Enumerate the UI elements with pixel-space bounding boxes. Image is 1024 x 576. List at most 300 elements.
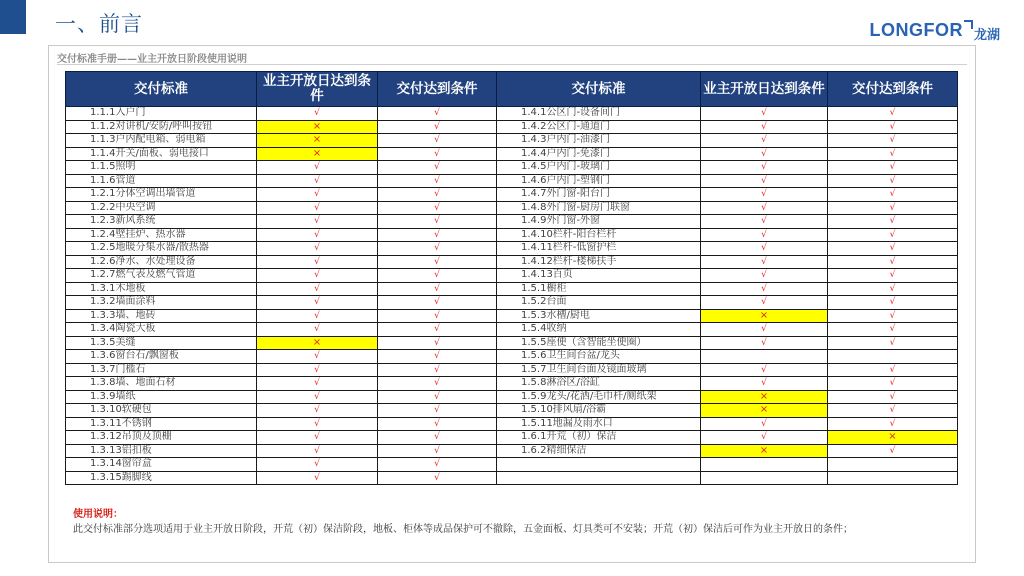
check-mark-icon: √ bbox=[434, 418, 440, 429]
open-day-status-cell bbox=[257, 255, 378, 269]
check-mark-icon: √ bbox=[314, 391, 320, 402]
table-row bbox=[66, 134, 497, 148]
standard-item-name: 1.3.14窗帘盒 bbox=[66, 458, 257, 472]
standard-item-name: 1.5.1橱柜 bbox=[497, 282, 701, 296]
table-row bbox=[497, 134, 958, 148]
open-day-status-cell bbox=[701, 147, 828, 161]
open-day-status-cell bbox=[701, 174, 828, 188]
open-day-status-cell bbox=[257, 147, 378, 161]
table-row bbox=[66, 336, 497, 350]
table-row bbox=[66, 201, 497, 215]
check-mark-icon: √ bbox=[761, 270, 767, 281]
check-mark-icon: √ bbox=[434, 459, 440, 470]
delivery-status-cell bbox=[378, 147, 497, 161]
header-open-day-condition: 业主开放日达到条件 bbox=[257, 72, 378, 107]
delivery-status-cell bbox=[378, 350, 497, 364]
standard-item-name: 1.3.10软硬包 bbox=[66, 404, 257, 418]
check-mark-icon: √ bbox=[761, 256, 767, 267]
header-delivery-condition: 交付达到条件 bbox=[378, 72, 497, 107]
delivery-status-cell bbox=[828, 363, 958, 377]
delivery-status-cell bbox=[828, 336, 958, 350]
check-mark-icon: √ bbox=[889, 324, 896, 335]
delivery-status-cell bbox=[378, 309, 497, 323]
standards-table-right bbox=[496, 71, 958, 485]
check-mark-icon: √ bbox=[761, 175, 767, 186]
delivery-status-cell bbox=[378, 282, 497, 296]
check-mark-icon: √ bbox=[889, 229, 896, 240]
check-mark-icon: √ bbox=[761, 162, 767, 173]
delivery-status-cell bbox=[828, 417, 958, 431]
delivery-status-cell bbox=[378, 323, 497, 337]
standard-item-name: 1.3.4陶瓷大板 bbox=[66, 323, 257, 337]
check-mark-icon: √ bbox=[761, 337, 767, 348]
table-row bbox=[497, 161, 958, 175]
check-mark-icon: √ bbox=[434, 472, 440, 483]
check-mark-icon: √ bbox=[314, 418, 320, 429]
check-mark-icon: √ bbox=[314, 283, 320, 294]
standard-item-name: 1.2.3新风系统 bbox=[66, 215, 257, 229]
check-mark-icon: √ bbox=[314, 405, 320, 416]
table-row bbox=[66, 431, 497, 445]
table-row bbox=[66, 390, 497, 404]
open-day-status-cell bbox=[257, 444, 378, 458]
open-day-status-cell bbox=[257, 336, 378, 350]
check-mark-icon: √ bbox=[889, 310, 896, 321]
check-mark-icon: √ bbox=[434, 297, 440, 308]
standard-item-name: 1.4.2公区门-通道门 bbox=[497, 120, 701, 134]
standard-item-name: 1.5.8淋浴区/浴缸 bbox=[497, 377, 701, 391]
table-row bbox=[497, 323, 958, 337]
open-day-status-cell bbox=[701, 161, 828, 175]
check-mark-icon: √ bbox=[314, 229, 320, 240]
check-mark-icon: √ bbox=[434, 108, 440, 119]
standard-item-name: 1.4.6户内门-塑钢门 bbox=[497, 174, 701, 188]
delivery-status-cell bbox=[828, 215, 958, 229]
standard-item-name: 1.1.5照明 bbox=[66, 161, 257, 175]
check-mark-icon: √ bbox=[761, 229, 767, 240]
table-row bbox=[497, 255, 958, 269]
check-mark-icon: √ bbox=[889, 256, 896, 267]
standard-item-name: 1.1.4开关/面板、弱电接口 bbox=[66, 147, 257, 161]
delivery-status-cell bbox=[378, 201, 497, 215]
standard-item-name: 1.3.1木地板 bbox=[66, 282, 257, 296]
check-mark-icon: √ bbox=[761, 432, 767, 443]
open-day-status-cell bbox=[701, 282, 828, 296]
table-row bbox=[66, 296, 497, 310]
standard-item-name: 1.2.5地暖分集水器/散热器 bbox=[66, 242, 257, 256]
delivery-status-cell bbox=[378, 377, 497, 391]
open-day-status-cell bbox=[257, 282, 378, 296]
delivery-status-cell bbox=[828, 147, 958, 161]
delivery-status-cell bbox=[828, 296, 958, 310]
usage-notes-text: 此交付标准部分选项适用于业主开放日阶段，开荒（初）保洁阶段，地板、柜体等成品保护可不撤除，五金面板、灯具类可不安装；开荒（初）保洁后可作为业主开放日的条件； bbox=[73, 524, 853, 535]
standard-item-name: 1.3.9墙纸 bbox=[66, 390, 257, 404]
delivery-status-cell bbox=[378, 120, 497, 134]
check-mark-icon: √ bbox=[761, 189, 767, 200]
table-body-left bbox=[66, 107, 497, 485]
cross-mark-icon: × bbox=[759, 390, 769, 402]
open-day-status-cell bbox=[257, 242, 378, 256]
delivery-status-cell bbox=[828, 228, 958, 242]
check-mark-icon: √ bbox=[434, 189, 440, 200]
delivery-status-cell bbox=[378, 255, 497, 269]
standard-item-name: 1.6.2精细保洁 bbox=[497, 444, 701, 458]
check-mark-icon: √ bbox=[889, 337, 896, 348]
open-day-status-cell bbox=[701, 323, 828, 337]
usage-notes-title: 使用说明： bbox=[73, 509, 123, 520]
table-row bbox=[497, 282, 958, 296]
check-mark-icon: √ bbox=[761, 418, 767, 429]
table-row bbox=[66, 404, 497, 418]
table-row bbox=[497, 296, 958, 310]
check-mark-icon: √ bbox=[889, 135, 896, 146]
table-row bbox=[66, 377, 497, 391]
open-day-status-cell bbox=[257, 201, 378, 215]
standard-item-name: 1.4.7外门窗-阳台门 bbox=[497, 188, 701, 202]
standard-item-name: 1.4.11栏杆-低窗护栏 bbox=[497, 242, 701, 256]
check-mark-icon: √ bbox=[761, 148, 767, 159]
delivery-status-cell bbox=[828, 174, 958, 188]
standard-item-name: 1.5.2台面 bbox=[497, 296, 701, 310]
table-row bbox=[66, 417, 497, 431]
table-row bbox=[497, 404, 958, 418]
table-row bbox=[66, 107, 497, 121]
check-mark-icon: √ bbox=[889, 216, 896, 227]
check-mark-icon: √ bbox=[889, 270, 896, 281]
open-day-status-cell bbox=[257, 120, 378, 134]
open-day-status-cell bbox=[257, 269, 378, 283]
table-row bbox=[497, 458, 958, 472]
header-standard: 交付标准 bbox=[66, 72, 257, 107]
table-row bbox=[497, 431, 958, 445]
delivery-status-cell bbox=[378, 215, 497, 229]
check-mark-icon: √ bbox=[314, 162, 320, 173]
standard-item-name: 1.5.6卫生间台盆/龙头 bbox=[497, 350, 701, 364]
table-row bbox=[497, 336, 958, 350]
check-mark-icon: √ bbox=[889, 378, 896, 389]
open-day-status-cell bbox=[257, 471, 378, 485]
open-day-status-cell bbox=[701, 242, 828, 256]
check-mark-icon: √ bbox=[434, 283, 440, 294]
check-mark-icon: √ bbox=[889, 418, 896, 429]
open-day-status-cell bbox=[701, 350, 828, 364]
delivery-status-cell bbox=[828, 471, 958, 485]
check-mark-icon: √ bbox=[889, 162, 896, 173]
open-day-status-cell bbox=[701, 471, 828, 485]
check-mark-icon: √ bbox=[889, 445, 896, 456]
cross-mark-icon: × bbox=[888, 431, 897, 443]
logo-text-cn: 龙湖 bbox=[973, 28, 1000, 43]
check-mark-icon: √ bbox=[761, 202, 767, 213]
open-day-status-cell bbox=[701, 417, 828, 431]
check-mark-icon: √ bbox=[434, 310, 440, 321]
standard-item-name: 1.3.13铝扣板 bbox=[66, 444, 257, 458]
open-day-status-cell bbox=[701, 458, 828, 472]
check-mark-icon: √ bbox=[314, 445, 320, 456]
delivery-status-cell bbox=[828, 269, 958, 283]
check-mark-icon: √ bbox=[761, 283, 767, 294]
check-mark-icon: √ bbox=[761, 324, 767, 335]
open-day-status-cell bbox=[701, 309, 828, 323]
delivery-status-cell bbox=[378, 471, 497, 485]
delivery-status-cell bbox=[378, 161, 497, 175]
delivery-status-cell bbox=[828, 161, 958, 175]
check-mark-icon: √ bbox=[434, 364, 440, 375]
cross-mark-icon: × bbox=[759, 309, 769, 321]
open-day-status-cell bbox=[701, 228, 828, 242]
delivery-status-cell bbox=[828, 458, 958, 472]
check-mark-icon: √ bbox=[761, 378, 767, 389]
table-row bbox=[497, 201, 958, 215]
standard-item-name: 1.3.3墙、地砖 bbox=[66, 309, 257, 323]
delivery-status-cell bbox=[828, 390, 958, 404]
open-day-status-cell bbox=[701, 215, 828, 229]
open-day-status-cell bbox=[701, 363, 828, 377]
standard-item-name: 1.1.2对讲机/安防/呼叫按钮 bbox=[66, 120, 257, 134]
open-day-status-cell bbox=[257, 309, 378, 323]
open-day-status-cell bbox=[257, 458, 378, 472]
standards-table-left bbox=[65, 71, 497, 485]
check-mark-icon: √ bbox=[314, 256, 320, 267]
table-row bbox=[497, 390, 958, 404]
standard-item-name: 1.3.5美缝 bbox=[66, 336, 257, 350]
table-row bbox=[66, 363, 497, 377]
open-day-status-cell bbox=[701, 431, 828, 445]
open-day-status-cell bbox=[701, 188, 828, 202]
check-mark-icon: √ bbox=[314, 364, 320, 375]
standard-item-name: 1.2.6净水、水处理设备 bbox=[66, 255, 257, 269]
table-body-right bbox=[497, 107, 958, 485]
open-day-status-cell bbox=[257, 377, 378, 391]
standard-item-name: 1.5.11地漏及雨水口 bbox=[497, 417, 701, 431]
open-day-status-cell bbox=[701, 120, 828, 134]
delivery-status-cell bbox=[828, 323, 958, 337]
check-mark-icon: √ bbox=[314, 216, 320, 227]
delivery-status-cell bbox=[378, 296, 497, 310]
table-row bbox=[497, 147, 958, 161]
cross-mark-icon: × bbox=[312, 147, 322, 159]
standard-item-name: 1.3.15踢脚线 bbox=[66, 471, 257, 485]
table-row bbox=[66, 215, 497, 229]
table-row bbox=[497, 350, 958, 364]
delivery-status-cell bbox=[378, 431, 497, 445]
cross-mark-icon: × bbox=[759, 404, 769, 416]
check-mark-icon: √ bbox=[434, 256, 440, 267]
open-day-status-cell bbox=[257, 296, 378, 310]
standard-item-name: 1.1.6管道 bbox=[66, 174, 257, 188]
check-mark-icon: √ bbox=[889, 148, 896, 159]
delivery-status-cell bbox=[828, 377, 958, 391]
standard-item-name: 1.3.12吊顶及顶棚 bbox=[66, 431, 257, 445]
open-day-status-cell bbox=[257, 215, 378, 229]
delivery-status-cell bbox=[378, 269, 497, 283]
delivery-status-cell bbox=[828, 309, 958, 323]
table-row bbox=[66, 471, 497, 485]
header-standard: 交付标准 bbox=[497, 72, 701, 107]
table-row bbox=[497, 444, 958, 458]
table-row bbox=[66, 188, 497, 202]
delivery-status-cell bbox=[828, 431, 958, 445]
check-mark-icon: √ bbox=[434, 148, 440, 159]
table-row bbox=[497, 417, 958, 431]
standard-item-name: 1.1.1入户门 bbox=[66, 107, 257, 121]
table-row bbox=[66, 444, 497, 458]
standard-item-name: 1.4.12栏杆-楼梯扶手 bbox=[497, 255, 701, 269]
standard-item-name: 1.3.11不锈钢 bbox=[66, 417, 257, 431]
open-day-status-cell bbox=[701, 269, 828, 283]
check-mark-icon: √ bbox=[761, 364, 767, 375]
standard-item-name: 1.6.1开荒（初）保洁 bbox=[497, 431, 701, 445]
standard-item-name: 1.5.9龙头/花洒/毛巾杆/厕纸架 bbox=[497, 390, 701, 404]
page-title: 一、前言 bbox=[55, 12, 143, 36]
check-mark-icon: √ bbox=[434, 175, 440, 186]
check-mark-icon: √ bbox=[434, 445, 440, 456]
delivery-status-cell bbox=[828, 201, 958, 215]
table-row bbox=[497, 377, 958, 391]
cross-mark-icon: × bbox=[759, 444, 769, 456]
delivery-status-cell bbox=[378, 242, 497, 256]
check-mark-icon: √ bbox=[889, 175, 896, 186]
standard-item-name: 1.4.4户内门-免漆门 bbox=[497, 147, 701, 161]
delivery-status-cell bbox=[378, 390, 497, 404]
delivery-status-cell bbox=[378, 107, 497, 121]
open-day-status-cell bbox=[701, 255, 828, 269]
table-row bbox=[497, 107, 958, 121]
standard-item-name: 1.4.5户内门-玻璃门 bbox=[497, 161, 701, 175]
standard-item-name: 1.5.7卫生间台面及镜面玻璃 bbox=[497, 363, 701, 377]
check-mark-icon: √ bbox=[314, 324, 320, 335]
check-mark-icon: √ bbox=[314, 378, 320, 389]
check-mark-icon: √ bbox=[761, 216, 767, 227]
open-day-status-cell bbox=[257, 417, 378, 431]
check-mark-icon: √ bbox=[434, 378, 440, 389]
table-row bbox=[66, 228, 497, 242]
check-mark-icon: √ bbox=[434, 405, 440, 416]
table-row bbox=[66, 147, 497, 161]
check-mark-icon: √ bbox=[889, 297, 896, 308]
check-mark-icon: √ bbox=[434, 391, 440, 402]
delivery-status-cell bbox=[378, 336, 497, 350]
check-mark-icon: √ bbox=[314, 432, 320, 443]
table-row bbox=[66, 350, 497, 364]
check-mark-icon: √ bbox=[889, 391, 896, 402]
check-mark-icon: √ bbox=[434, 432, 440, 443]
table-row bbox=[66, 323, 497, 337]
open-day-status-cell bbox=[701, 201, 828, 215]
standard-item-name: 1.3.6窗台石/飘窗板 bbox=[66, 350, 257, 364]
delivery-status-cell bbox=[378, 444, 497, 458]
header-delivery-condition: 交付达到条件 bbox=[828, 72, 958, 107]
check-mark-icon: √ bbox=[314, 459, 320, 470]
standard-item-name: 1.4.10栏杆-阳台栏杆 bbox=[497, 228, 701, 242]
table-row bbox=[497, 471, 958, 485]
table-row bbox=[497, 228, 958, 242]
check-mark-icon: √ bbox=[434, 229, 440, 240]
open-day-status-cell bbox=[257, 107, 378, 121]
open-day-status-cell bbox=[701, 107, 828, 121]
title-accent-block bbox=[0, 0, 26, 34]
check-mark-icon: √ bbox=[761, 297, 767, 308]
standard-item-name: 1.1.3户内配电箱、弱电箱 bbox=[66, 134, 257, 148]
table-row bbox=[66, 174, 497, 188]
check-mark-icon: √ bbox=[889, 283, 896, 294]
delivery-status-cell bbox=[378, 174, 497, 188]
check-mark-icon: √ bbox=[314, 189, 320, 200]
table-row bbox=[66, 458, 497, 472]
delivery-status-cell bbox=[828, 282, 958, 296]
delivery-status-cell bbox=[828, 107, 958, 121]
open-day-status-cell bbox=[257, 431, 378, 445]
check-mark-icon: √ bbox=[889, 243, 896, 254]
check-mark-icon: √ bbox=[434, 162, 440, 173]
standard-item-name: 1.5.4收纳 bbox=[497, 323, 701, 337]
open-day-status-cell bbox=[257, 390, 378, 404]
standard-item-name: 1.5.10排风扇/浴霸 bbox=[497, 404, 701, 418]
standard-item-name: 1.4.13百页 bbox=[497, 269, 701, 283]
table-row bbox=[497, 188, 958, 202]
standard-item-name: 1.2.4壁挂炉、热水器 bbox=[66, 228, 257, 242]
check-mark-icon: √ bbox=[314, 175, 320, 186]
check-mark-icon: √ bbox=[434, 351, 440, 362]
delivery-status-cell bbox=[828, 134, 958, 148]
table-row bbox=[66, 120, 497, 134]
open-day-status-cell bbox=[257, 134, 378, 148]
check-mark-icon: √ bbox=[889, 364, 896, 375]
table-row bbox=[66, 255, 497, 269]
table-header-row bbox=[66, 72, 497, 107]
delivery-status-cell bbox=[828, 242, 958, 256]
table-row bbox=[66, 161, 497, 175]
check-mark-icon: √ bbox=[761, 135, 767, 146]
check-mark-icon: √ bbox=[761, 243, 767, 254]
open-day-status-cell bbox=[257, 188, 378, 202]
open-day-status-cell bbox=[257, 174, 378, 188]
open-day-status-cell bbox=[701, 296, 828, 310]
check-mark-icon: √ bbox=[434, 324, 440, 335]
check-mark-icon: √ bbox=[889, 108, 896, 119]
check-mark-icon: √ bbox=[434, 337, 440, 348]
subtitle-divider bbox=[57, 64, 967, 65]
table-row bbox=[497, 242, 958, 256]
table-row bbox=[497, 174, 958, 188]
standard-item-name bbox=[497, 458, 701, 472]
check-mark-icon: √ bbox=[889, 121, 896, 132]
open-day-status-cell bbox=[257, 404, 378, 418]
delivery-status-cell bbox=[828, 444, 958, 458]
delivery-status-cell bbox=[378, 417, 497, 431]
check-mark-icon: √ bbox=[314, 108, 320, 119]
open-day-status-cell bbox=[257, 350, 378, 364]
check-mark-icon: √ bbox=[889, 189, 896, 200]
check-mark-icon: √ bbox=[889, 405, 896, 416]
check-mark-icon: √ bbox=[434, 202, 440, 213]
table-row bbox=[66, 242, 497, 256]
table-row bbox=[497, 215, 958, 229]
check-mark-icon: √ bbox=[314, 297, 320, 308]
standard-item-name: 1.2.1分体空调出墙管道 bbox=[66, 188, 257, 202]
check-mark-icon: √ bbox=[434, 121, 440, 132]
cross-mark-icon: × bbox=[312, 120, 322, 132]
table-row bbox=[497, 120, 958, 134]
delivery-status-cell bbox=[378, 188, 497, 202]
standard-item-name: 1.3.2墙面涂料 bbox=[66, 296, 257, 310]
section-subtitle: 交付标准手册——业主开放日阶段使用说明 bbox=[57, 54, 247, 65]
longfor-logo bbox=[869, 20, 1000, 43]
logo-text-en: LONGFOR bbox=[869, 20, 963, 40]
table-row bbox=[66, 282, 497, 296]
standard-item-name: 1.4.1公区门-设备间门 bbox=[497, 107, 701, 121]
cross-mark-icon: × bbox=[312, 134, 322, 146]
